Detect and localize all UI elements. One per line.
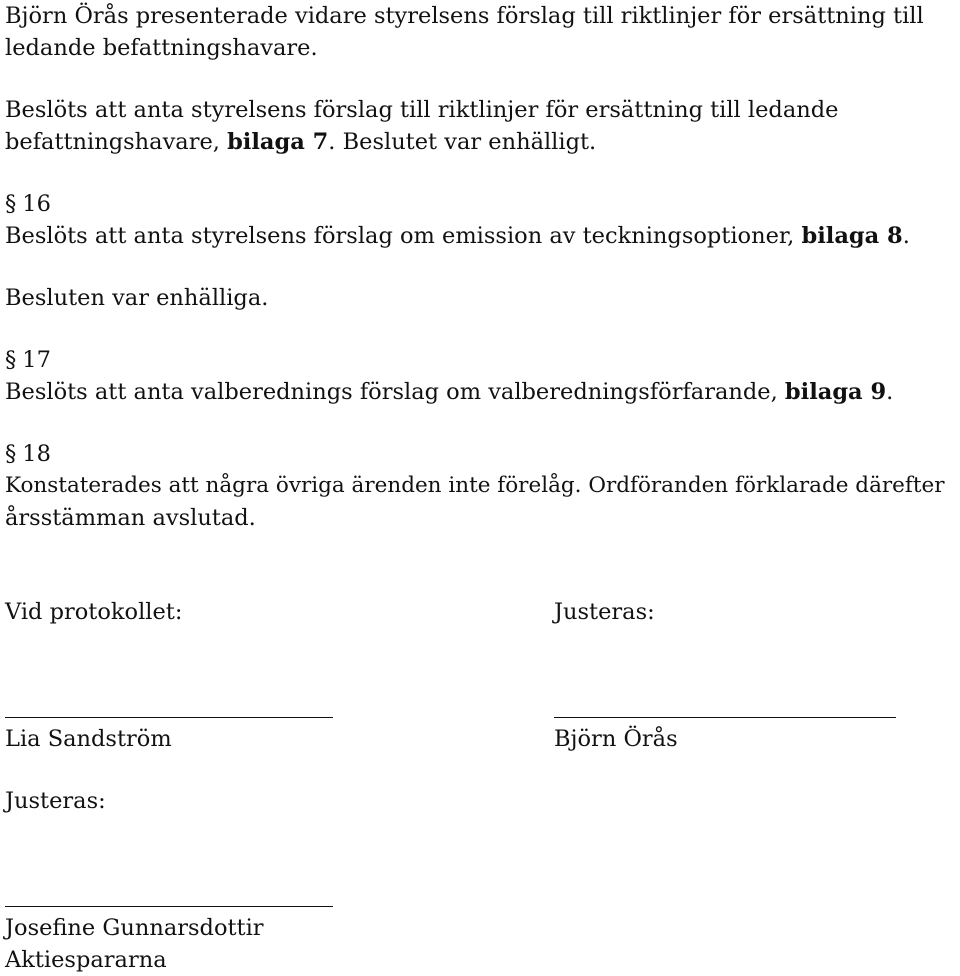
- signatory-name-left: Lia Sandström: [5, 726, 172, 752]
- section-16-number: 16: [22, 191, 51, 217]
- section-18-line-2: årsstämman avslutad.: [5, 505, 256, 531]
- signature-heading-right: Justeras:: [554, 599, 655, 625]
- signature-line-bottom: [5, 906, 333, 907]
- section-17-number: 17: [22, 347, 51, 373]
- section-17-heading: [5, 344, 51, 376]
- section-17-text: [5, 376, 893, 408]
- decision-15-text-suffix: . Beslutet var enhälligt.: [328, 129, 597, 155]
- signatory-name-bottom: Josefine Gunnarsdottir: [5, 915, 264, 941]
- decision-15-text-prefix: befattningshavare,: [5, 129, 228, 155]
- intro-line-2: ledande befattningshavare.: [5, 35, 318, 61]
- signature-line-left: [5, 717, 333, 718]
- section-16-conclusion: Besluten var enhälliga.: [5, 285, 269, 311]
- section-16-text: [5, 220, 910, 252]
- signature-heading-bottom: Justeras:: [5, 788, 106, 814]
- intro-line-1: Björn Örås presenterade vidare styrelsens förslag till riktlinjer för ersättning till: [5, 3, 924, 29]
- section-18-heading: [5, 438, 51, 470]
- decision-15-line-1: Beslöts att anta styrelsens förslag till riktlinjer för ersättning till ledande: [5, 97, 839, 123]
- section-16-text-suffix: .: [902, 223, 910, 249]
- section-mark: §: [5, 441, 17, 467]
- section-18-line-1: Konstaterades att några övriga ärenden inte förelåg. Ordföranden förklarade därefter: [5, 473, 945, 498]
- section-16-text-prefix: Beslöts att anta styrelsens förslag om emission av teckningsoptioner,: [5, 223, 802, 249]
- section-mark: §: [5, 347, 17, 373]
- decision-15-line-2: [5, 126, 596, 158]
- signatory-name-right: Björn Örås: [554, 726, 678, 752]
- attachment-bilaga-9: bilaga 9: [784, 379, 887, 405]
- attachment-bilaga-8: bilaga 8: [801, 223, 903, 249]
- signature-line-right: [554, 717, 896, 718]
- section-17-text-suffix: .: [886, 379, 894, 405]
- section-18-number: 18: [22, 441, 51, 467]
- section-17-text-prefix: Beslöts att anta valberednings förslag om valberedningsförfarande,: [5, 379, 785, 405]
- signatory-organization: Aktiespararna: [5, 947, 167, 973]
- section-16-heading: [5, 188, 51, 220]
- signature-heading-left: Vid protokollet:: [5, 599, 183, 625]
- attachment-bilaga-7: bilaga 7: [227, 129, 329, 155]
- section-mark: §: [5, 191, 17, 217]
